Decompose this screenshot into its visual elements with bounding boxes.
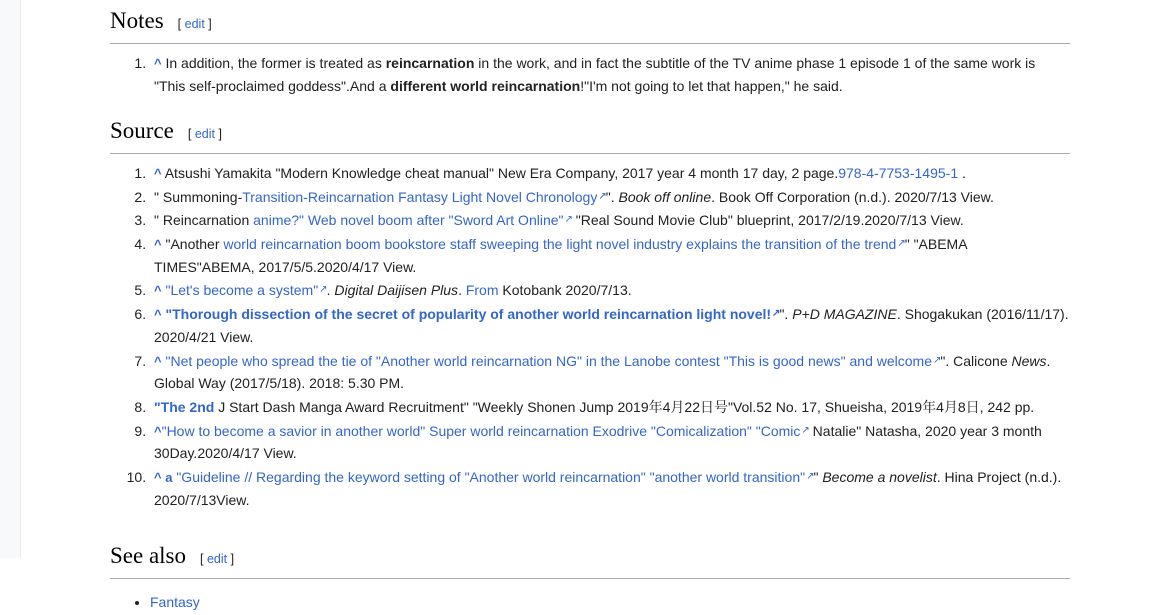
bracket-close: ] (218, 127, 222, 142)
bracket-open: [ (187, 127, 192, 142)
external-link[interactable]: "Net people who spread the tie of "Another world reincarnation NG" in the Lanobe contest "This is good news" and welcome ↗ (165, 353, 940, 369)
note-text-0: In addition, the former is treated as reincarnation in the work, and in fact the subtitle of the TV anime phase 1 episode 1 of the same work is "This self-proclaimed goddess".And a different world reincarnation!"I'm not going to let that happen," he said. (154, 54, 1036, 94)
backlink-caret[interactable]: ^ (154, 283, 162, 299)
list-item (150, 233, 1070, 278)
citation-text: "Let's become a system" ↗ . Digital Daijisen Plus. From Kotobank 2020/7/13. (162, 282, 632, 298)
list-item (150, 420, 1070, 465)
edit-anchor[interactable]: edit (184, 17, 205, 31)
backlink-caret[interactable]: ^ (154, 237, 162, 253)
list-item (150, 162, 1070, 185)
backlink-caret[interactable]: ^ (154, 307, 162, 323)
list-item (150, 186, 1070, 209)
see-also-edit-link[interactable] (200, 552, 234, 566)
external-link[interactable]: world reincarnation boom bookstore staff sweeping the light novel industry explains the transition of the trend ↗ (223, 236, 904, 252)
citation-text: "The 2nd J Start Dash Manga Award Recruitment" "Weekly Shonen Jump 2019年4月22日号"Vol.52 No. 17, Shueisha, 2019年4月8日, 242 pp. (154, 398, 1035, 415)
notes-section-heading (110, 6, 1070, 44)
external-link[interactable]: "Guideline // Regarding the keyword setting of "Another world reincarnation" "another world transition" ↗ (176, 469, 813, 485)
spacer (110, 98, 1070, 116)
bracket-close: ] (230, 552, 235, 567)
article-content (110, 0, 1070, 615)
bracket-open: [ (200, 552, 204, 567)
italic-text: P+D MAGAZINE (792, 306, 897, 323)
list-item (150, 396, 1070, 419)
citation-text: "Another world reincarnation boom bookstore staff sweeping the light novel industry explains the transition of the trend ↗ " "ABEMA TIMES"ABEMA, 2017/5/5.2020/4/17 View. (154, 236, 967, 275)
reference-link[interactable]: 978-4-7753-1495-1 (838, 165, 959, 182)
see-also-section (110, 541, 1070, 613)
list-item (150, 466, 1070, 511)
backlink-caret[interactable]: ^ a (154, 469, 173, 485)
bracket-close: ] (208, 17, 212, 31)
list-item (150, 591, 1070, 613)
list-item (150, 279, 1070, 302)
external-link-icon (800, 423, 808, 439)
edit-anchor[interactable]: edit (206, 552, 228, 567)
citation-text: " Summoning-Transition-Reincarnation Fantasy Light Novel Chronology ↗ ". Book off online. Book Off Corporation (n.d.). 2020/7/13 View. (154, 189, 994, 205)
external-link[interactable]: Transition-Reincarnation Fantasy Light Novel Chronology ↗ (242, 189, 606, 205)
italic-text: Become a novelist (822, 468, 937, 485)
list-item (150, 52, 1070, 97)
citation-text: Atsushi Yamakita "Modern Knowledge cheat manual" New Era Company, 2017 year 4 month 17 day, 2 page.978-4-7753-1495-1 . (161, 165, 966, 182)
list-item (150, 303, 1070, 348)
external-link[interactable]: "Thorough dissection of the secret of popularity of another world reincarnation light novel! ↗ (165, 306, 779, 322)
see-also-title: See also (110, 543, 187, 569)
see-also-link[interactable]: Fantasy (150, 594, 200, 611)
see-also-section-heading (110, 541, 1070, 579)
list-item (150, 350, 1070, 395)
citation-text: "How to become a savior in another world" Super world reincarnation Exodrive "Comicalization" "Comic ↗ Natalie" Natasha, 2020 year 3 month 30Day.2020/4/17 View. (154, 423, 1042, 462)
citation-text: "Thorough dissection of the secret of popularity of another world reincarnation light novel! ↗ ". P+D MAGAZINE. Shogakukan (2016/11/17). 2020/4/21 View. (154, 306, 1069, 345)
backlink-caret[interactable]: ^ (154, 55, 162, 71)
edit-anchor[interactable]: edit (194, 127, 215, 142)
page-left-gutter (0, 0, 21, 558)
emphasis-text: reincarnation (385, 54, 475, 71)
list-item (150, 209, 1070, 232)
external-link[interactable]: anime?" Web novel boom after "Sword Art Online" ↗ (253, 212, 572, 228)
italic-text: News (1011, 352, 1047, 369)
source-section-heading (110, 116, 1070, 154)
italic-text: Digital Daijisen Plus (334, 282, 459, 299)
citation-text: " Reincarnation anime?" Web novel boom after "Sword Art Online" ↗ "Real Sound Movie Club" blueprint, 2017/2/19.2020/7/13 View. (154, 212, 964, 228)
italic-text: Book off online (618, 188, 712, 205)
citation-text: "Net people who spread the tie of "Another world reincarnation NG" in the Lanobe contest "This is good news" and welcome ↗ ". Calicone News. Global Way (2017/5/18). 2018: 5.30 PM. (154, 353, 1050, 392)
reference-link[interactable]: "The 2nd (154, 398, 215, 415)
backlink-caret[interactable]: ^ (154, 166, 162, 182)
see-also-list (110, 591, 1070, 613)
backlink-caret[interactable]: ^ (154, 423, 162, 439)
source-title: Source (110, 118, 174, 144)
emphasis-text: different world reincarnation (390, 77, 581, 94)
notes-reference-list (110, 52, 1070, 97)
notes-edit-link[interactable] (178, 17, 212, 31)
bracket-open: [ (177, 17, 182, 31)
external-link[interactable]: "Let's become a system" ↗ (165, 282, 326, 298)
source-edit-link[interactable] (188, 127, 222, 141)
reference-link[interactable]: From (465, 282, 499, 299)
citation-text: "Guideline // Regarding the keyword setting of "Another world reincarnation" "another world transition" ↗ " Become a novelist. Hina Project (n.d.). 2020/7/13View. (154, 469, 1061, 508)
reference-link[interactable]: "How to become a savior in another world" Super world reincarnation Exodrive "Comicalization" "Comic (161, 422, 801, 439)
source-reference-list (110, 162, 1070, 511)
notes-title: Notes (110, 8, 164, 33)
backlink-caret[interactable]: ^ (154, 353, 162, 369)
